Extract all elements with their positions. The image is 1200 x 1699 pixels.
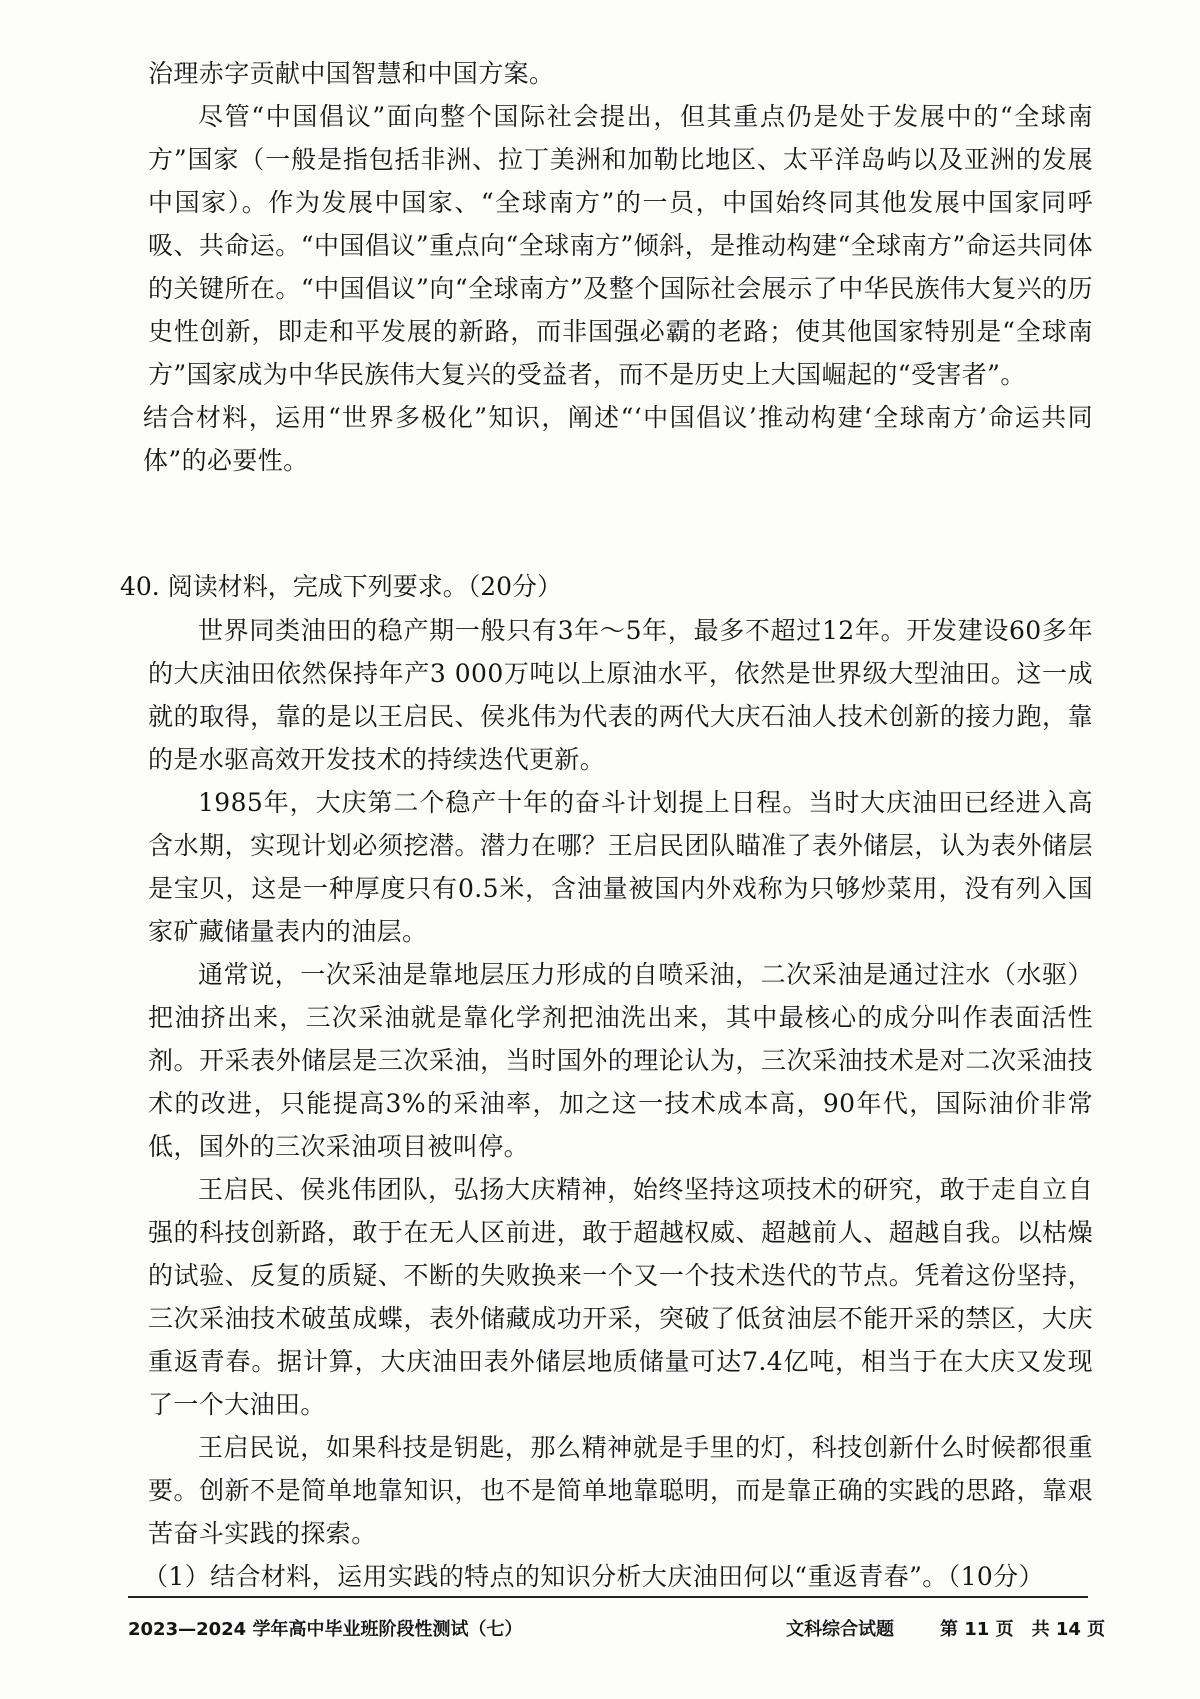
q40-paragraph-5: 王启民说，如果科技是钥匙，那么精神就是手里的灯，科技创新什么时候都很重要。创新不是简单地靠知识，也不是简单地靠聪明，而是靠正确的实践的思路，靠艰苦奋斗实践的探索。 (148, 1433, 1093, 1548)
sub-question-1: （1）结合材料，运用实践的特点的知识分析大庆油田何以“重返青春”。（10分） (143, 1562, 1044, 1591)
question-prompt: 结合材料，运用“世界多极化”知识，阐述“‘中国倡议’推动构建‘全球南方’命运共同体”的必要性。 (143, 403, 1093, 475)
q40-paragraph-1: 世界同类油田的稳产期一般只有3年～5年，最多不超过12年。开发建设60多年的大庆油田依然保持年产3 000万吨以上原油水平，依然是世界级大型油田。这一成就的取得，靠的是以王启民、侯兆伟为代表的两代大庆石油人技术创新的接力跑，靠的是水驱高效开发技术的持续迭代更新。 (148, 616, 1093, 774)
top-material (143, 52, 1093, 482)
footer-divider (128, 1596, 1088, 1598)
footer-exam-title: 2023—2024 学年高中毕业班阶段性测试（七） (128, 1619, 523, 1640)
q40-paragraph-3: 通常说，一次采油是靠地层压力形成的自喷采油，二次采油是通过注水（水驱）把油挤出来，三次采油就是靠化学剂把油洗出来，其中最核心的成分叫作表面活性剂。开采表外储层是三次采油，当时国外的理论认为，三次采油技术是对二次采油技术的改进，只能提高3%的采油率，加之这一技术成本高，90年代，国际油价非常低，国外的三次采油项目被叫停。 (148, 960, 1093, 1161)
material-paragraph: 尽管“中国倡议”面向整个国际社会提出，但其重点仍是处于发展中的“全球南方”国家（一般是指包括非洲、拉丁美洲和加勒比地区、太平洋岛屿以及亚洲的发展中国家）。作为发展中国家、“全球南方”的一员，中国始终同其他发展中国家同呼吸、共命运。“中国倡议”重点向“全球南方”倾斜，是推动构建“全球南方”命运共同体的关键所在。“中国倡议”向“全球南方”及整个国际社会展示了中华民族伟大复兴的历史性创新，即走和平发展的新路，而非国强必霸的老路；使其他国家特别是“全球南方”国家成为中华民族伟大复兴的受益者，而不是历史上大国崛起的“受害者”。 (148, 102, 1093, 389)
q40-paragraph-4: 王启民、侯兆伟团队，弘扬大庆精神，始终坚持这项技术的研究，敢于走自立自强的科技创新路，敢于在无人区前进，敢于超越权威、超越前人、超越自我。以枯燥的试验、反复的质疑、不断的失败换来一个又一个技术迭代的节点。凭着这份坚持，三次采油技术破茧成蝶，表外储藏成功开采，突破了低贫油层不能开采的禁区，大庆重返青春。据计算，大庆油田表外储层地质储量可达7.4亿吨，相当于在大庆又发现了一个大油田。 (148, 1175, 1093, 1419)
footer-subject: 文科综合试题 (786, 1619, 894, 1640)
q40-paragraph-2: 1985年，大庆第二个稳产十年的奋斗计划提上日程。当时大庆油田已经进入高含水期，实现计划必须挖潜。潜力在哪？王启民团队瞄准了表外储层，认为表外储层是宝贝，这是一种厚度只有0.5米，含油量被国内外戏称为只够炒菜用，没有列入国家矿藏储量表内的油层。 (148, 788, 1093, 946)
continuation-paragraph: 治理赤字贡献中国智慧和中国方案。 (148, 59, 555, 88)
question-40-heading: 40. 阅读材料，完成下列要求。（20分） (120, 572, 563, 601)
footer-page-number: 第 11 页 共 14 页 (940, 1619, 1106, 1640)
question-40-material (143, 609, 1093, 1598)
